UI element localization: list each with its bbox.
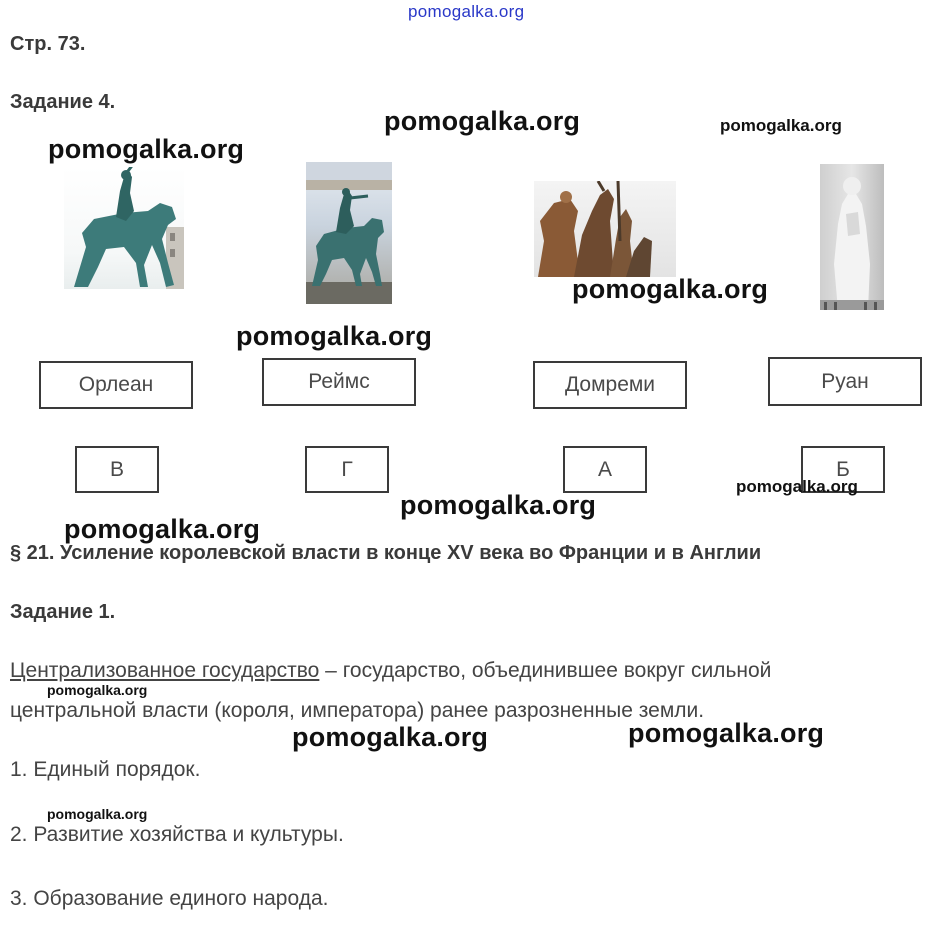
place-box-reims: Реймс <box>262 358 416 406</box>
place-box-rouen: Руан <box>768 357 922 406</box>
letter-box-2: Г <box>305 446 389 493</box>
definition-line-1 <box>10 659 771 683</box>
letter-box-4: Б <box>801 446 885 493</box>
list-item-2: 2. Развитие хозяйства и культуры. <box>10 823 344 846</box>
list-item-1: 1. Единый порядок. <box>10 758 201 781</box>
term: Централизованное государство <box>10 659 320 682</box>
letter-box-3: А <box>563 446 647 493</box>
watermark: pomogalka.org <box>628 718 825 748</box>
watermark: pomogalka.org <box>384 106 581 136</box>
watermark: pomogalka.org <box>720 116 842 135</box>
white-statue-image-4 <box>820 164 884 310</box>
equestrian-statue-image-2 <box>306 162 392 304</box>
watermark: pomogalka.org <box>48 134 245 164</box>
task4-heading: Задание 4. <box>10 91 116 113</box>
page-reference: Стр. 73. <box>10 33 86 55</box>
watermark: pomogalka.org <box>400 490 597 520</box>
watermark-top: pomogalka.org <box>408 2 525 21</box>
watermark: pomogalka.org <box>64 514 261 544</box>
watermark: pomogalka.org <box>236 321 433 351</box>
definition-line-2: центральной власти (короля, императора) ранее разрозненные земли. <box>10 699 705 722</box>
list-item-3: 3. Образование единого народа. <box>10 887 329 910</box>
equestrian-statue-image-1 <box>64 167 184 289</box>
task1-heading: Задание 1. <box>10 601 116 623</box>
watermark: pomogalka.org <box>47 806 148 822</box>
watermark: pomogalka.org <box>47 682 148 698</box>
definition-text: – государство, объединившее вокруг сильной <box>319 659 772 682</box>
watermark: pomogalka.org <box>292 722 489 752</box>
watermark: pomogalka.org <box>736 477 858 496</box>
place-box-orleans: Орлеан <box>39 361 193 409</box>
place-box-domremy: Домреми <box>533 361 687 409</box>
letter-box-1: В <box>75 446 159 493</box>
statue-group-image-3 <box>534 181 676 277</box>
watermark: pomogalka.org <box>572 274 769 304</box>
section-heading: § 21. Усиление королевской власти в конце XV века во Франции и в Англии <box>10 542 762 564</box>
